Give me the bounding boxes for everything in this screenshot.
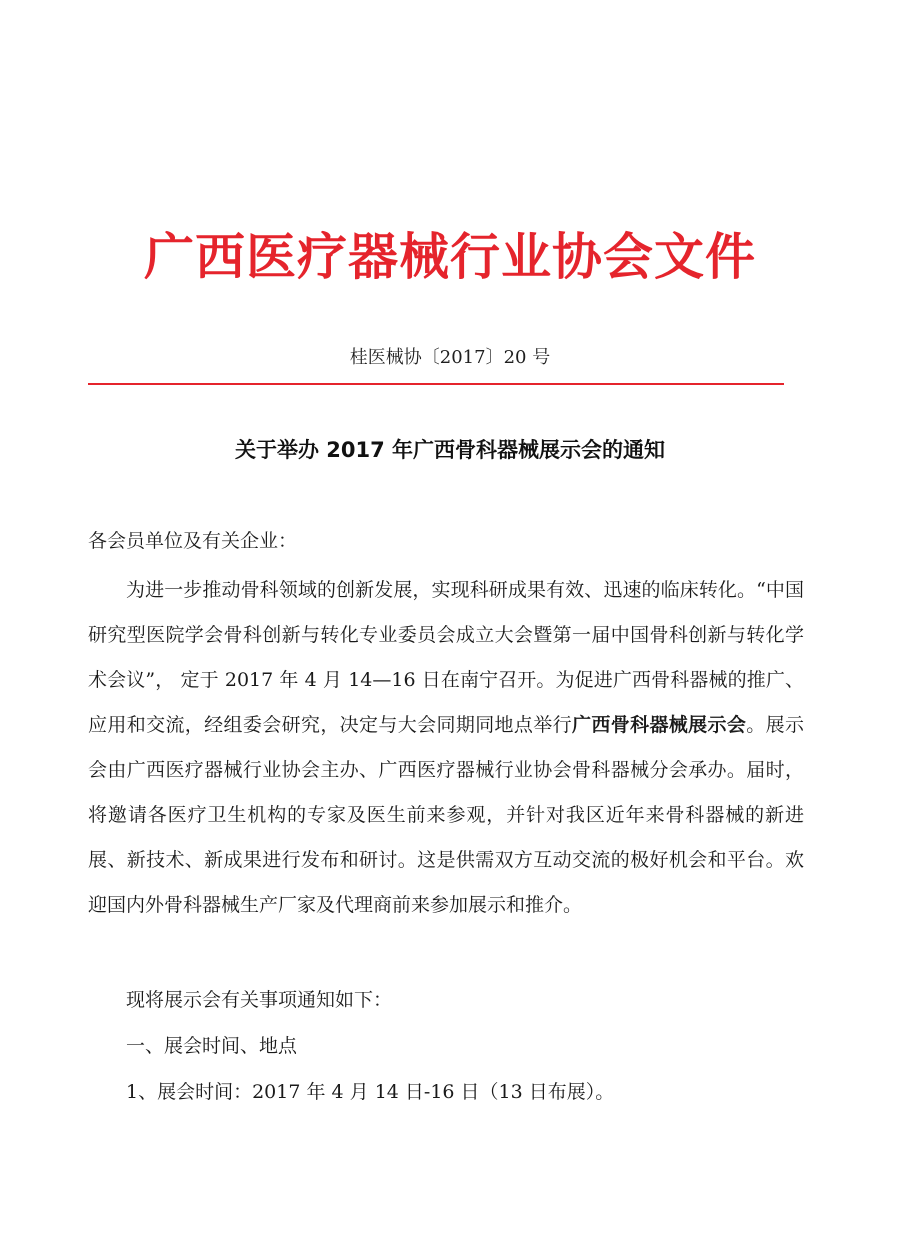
notice-intro: 现将展示会有关事项通知如下：: [126, 989, 393, 1011]
section-heading: 一、展会时间、地点: [126, 1035, 298, 1057]
body-text-part2: 。展示会由广西医疗器械行业协会主办、广西医疗器械行业协会骨科器械分会承办。届时，将邀请各医疗卫生机构的专家及医生前来参观，并针对我区近年来骨科器械的新进展、新技术、新成果进行发布和研讨。这是供需双方互动交流的极好机会和平台。欢迎国内外骨科器械生产厂家及代理商前来参加展示和推介。: [88, 714, 804, 916]
list-item: 1、展会时间：2017 年 4 月 14 日-16 日（13 日布展）。: [126, 1081, 615, 1103]
document-title: 关于举办 2017 年广西骨科器械展示会的通知: [234, 438, 666, 462]
body-text-part1: 为进一步推动骨科领域的创新发展，实现科研成果有效、迅速的临床转化。“中国研究型医院学会骨科创新与转化专业委员会成立大会暨第一届中国骨科创新与转化学术会议”， 定于 2017 年 4 月 14—16 日在南宁召开。为促进广西骨科器械的推广、应用和交流，经组委会研究，决定与大会同期同地点举行: [88, 579, 804, 736]
body-text-bold: 广西骨科器械展示会: [572, 714, 747, 736]
body-paragraph: [88, 568, 804, 928]
document-number: 桂医械协〔2017〕20 号: [349, 347, 551, 368]
salutation: 各会员单位及有关企业：: [88, 530, 298, 552]
agency-header: 广西医疗器械行业协会文件: [144, 227, 756, 286]
header-divider: [88, 383, 784, 385]
